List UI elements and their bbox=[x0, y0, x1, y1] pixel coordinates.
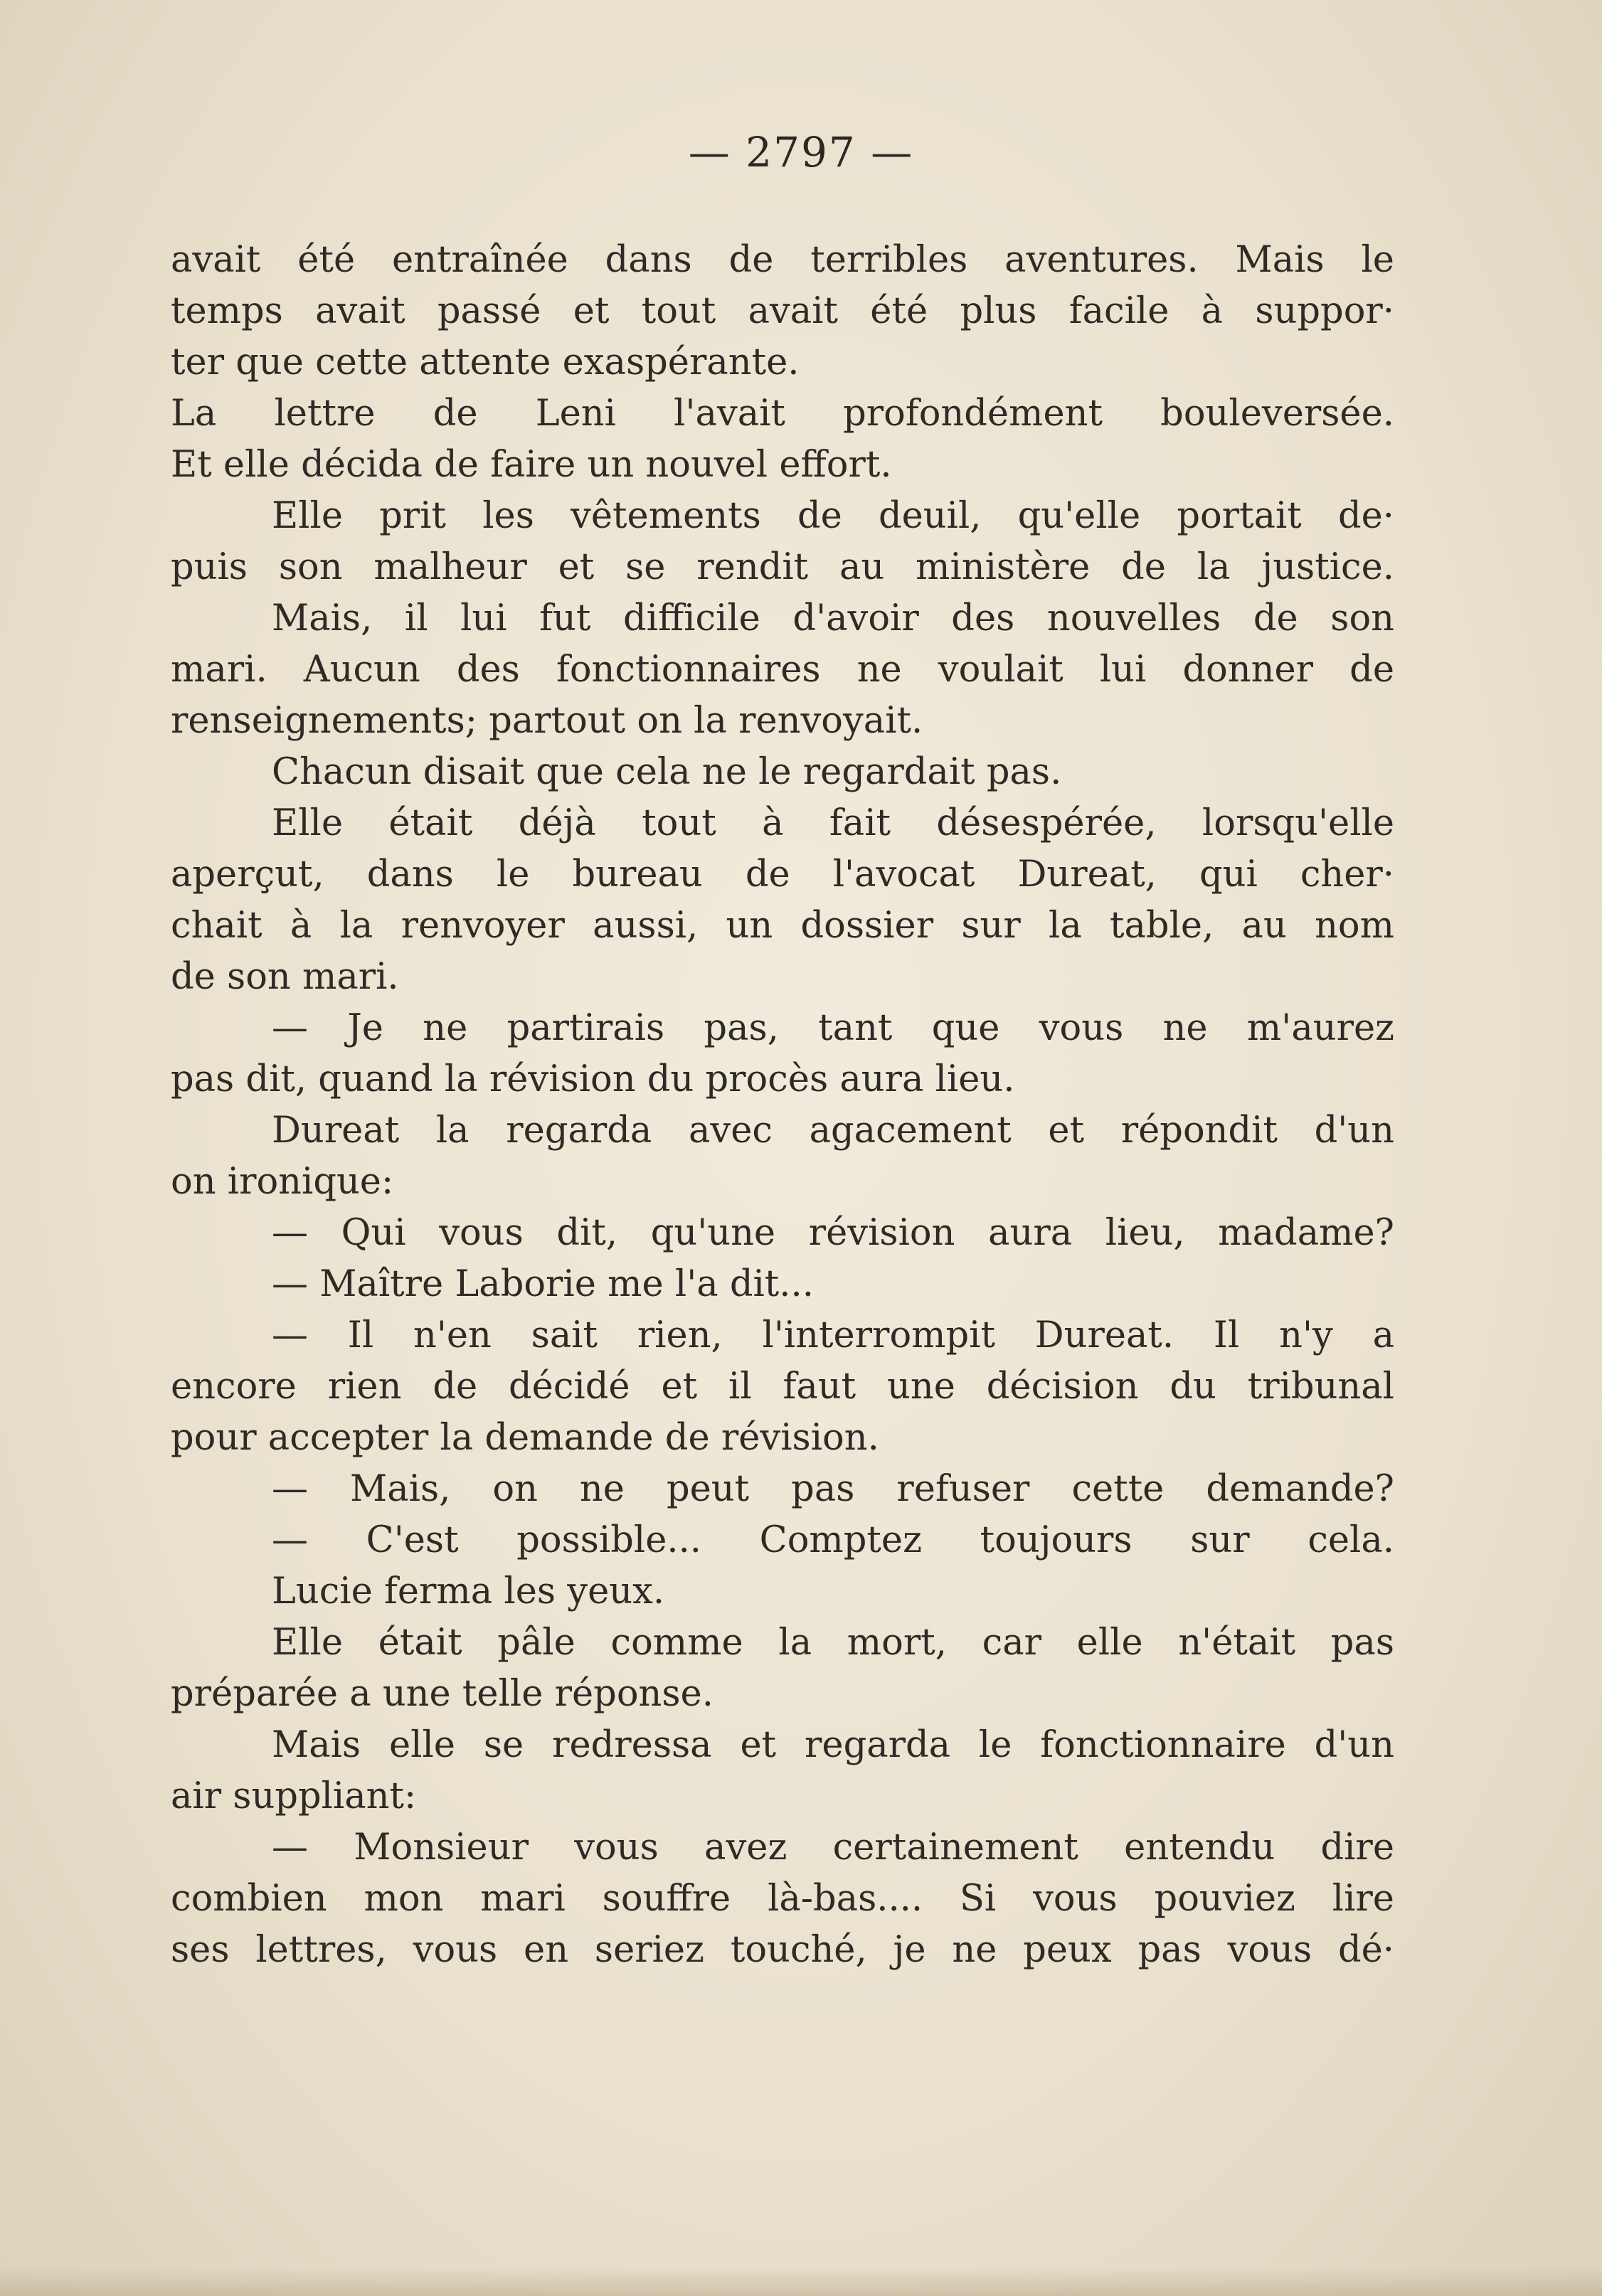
body-text bbox=[171, 235, 1394, 1976]
text-line: air suppliant: bbox=[171, 1775, 417, 1817]
text-line: ter que cette attente exaspérante. bbox=[171, 341, 800, 383]
text-line: Et elle décida de faire un nouvel effort. bbox=[171, 444, 892, 486]
text-line: préparée a une telle réponse. bbox=[171, 1673, 714, 1715]
text-line: combien mon mari souffre là-bas.... Si vous pouviez lire bbox=[171, 1878, 1394, 1920]
text-line: Mais, il lui fut difficile d'avoir des nouvelles de son bbox=[272, 597, 1394, 639]
text-line: encore rien de décidé et il faut une décision du tribunal bbox=[171, 1366, 1394, 1408]
text-line: — Il n'en sait rien, l'interrompit Dureat. Il n'y a bbox=[272, 1314, 1394, 1356]
text-line: avait été entraînée dans de terribles aventures. Mais le bbox=[171, 239, 1394, 281]
text-line: aperçut, dans le bureau de l'avocat Dureat, qui cher· bbox=[171, 854, 1394, 895]
text-line: — C'est possible... Comptez toujours sur cela. bbox=[272, 1519, 1394, 1561]
text-line: — Mais, on ne peut pas refuser cette demande? bbox=[272, 1468, 1394, 1510]
text-line: on ironique: bbox=[171, 1161, 394, 1203]
text-line: de son mari. bbox=[171, 956, 399, 998]
text-line: renseignements; partout on la renvoyait. bbox=[171, 700, 923, 742]
text-line: Elle était déjà tout à fait désespérée, lorsqu'elle bbox=[272, 802, 1394, 844]
text-line: — Je ne partirais pas, tant que vous ne m'aurez bbox=[272, 1007, 1394, 1049]
page-bottom-edge bbox=[0, 2268, 1602, 2296]
text-line: pour accepter la demande de révision. bbox=[171, 1417, 879, 1459]
text-line: temps avait passé et tout avait été plus facile à suppor· bbox=[171, 290, 1394, 332]
text-line: ses lettres, vous en seriez touché, je ne peux pas vous dé· bbox=[171, 1929, 1394, 1971]
text-line: Chacun disait que cela ne le regardait pas. bbox=[272, 751, 1062, 793]
text-line: Mais elle se redressa et regarda le fonctionnaire d'un bbox=[272, 1724, 1394, 1766]
text-line: La lettre de Leni l'avait profondément bouleversée. bbox=[171, 393, 1394, 435]
text-line: — Monsieur vous avez certainement entendu dire bbox=[272, 1827, 1394, 1869]
text-line: Elle était pâle comme la mort, car elle n'était pas bbox=[272, 1622, 1394, 1664]
text-line: chait à la renvoyer aussi, un dossier sur la table, au nom bbox=[171, 905, 1394, 947]
text-line: Elle prit les vêtements de deuil, qu'elle portait de· bbox=[272, 495, 1394, 537]
text-line: mari. Aucun des fonctionnaires ne voulait lui donner de bbox=[171, 649, 1394, 691]
page-number: — 2797 — bbox=[688, 128, 914, 176]
text-line: Dureat la regarda avec agacement et répondit d'un bbox=[272, 1110, 1394, 1152]
text-line: — Maître Laborie me l'a dit... bbox=[272, 1263, 814, 1305]
text-line: pas dit, quand la révision du procès aura lieu. bbox=[171, 1058, 1015, 1100]
text-line: — Qui vous dit, qu'une révision aura lieu, madame? bbox=[272, 1212, 1394, 1254]
text-line: puis son malheur et se rendit au ministère de la justice. bbox=[171, 546, 1394, 588]
text-line: Lucie ferma les yeux. bbox=[272, 1570, 665, 1612]
